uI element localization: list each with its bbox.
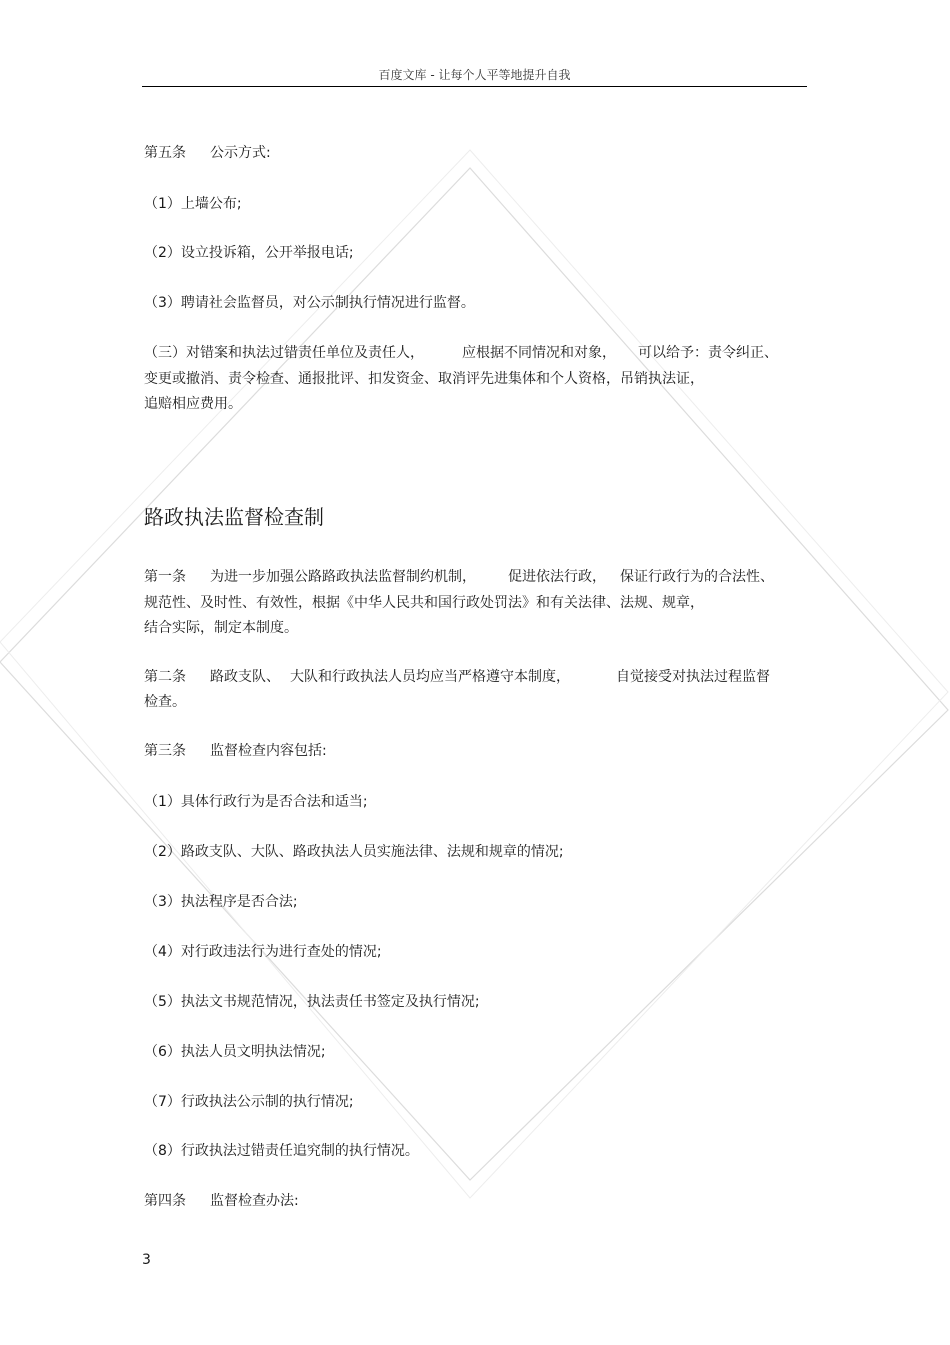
list-item: （3）执法程序是否合法; — [144, 894, 298, 910]
article-2-line-2: 检查。 — [144, 694, 186, 710]
article-1-label: 第一条 — [144, 569, 186, 585]
article-4-text: 监督检查办法: — [210, 1193, 299, 1209]
list-item: （1）上墙公布; — [144, 196, 242, 212]
article-3-label: 第三条 — [144, 743, 186, 759]
text-span: 促进依法行政， — [508, 569, 606, 585]
page-header: 百度文库 - 让每个人平等地提升自我 — [378, 68, 571, 82]
list-item: （3）聘请社会监督员，对公示制执行情况进行监督。 — [144, 295, 475, 311]
text-span: 自觉接受对执法过程监督 — [616, 669, 770, 685]
header-divider — [142, 86, 807, 87]
list-item: （4）对行政违法行为进行查处的情况; — [144, 944, 382, 960]
paragraph-3-line-2: 变更或撤消、责令检查、通报批评、扣发资金、取消评先进集体和个人资格，吊销执法证， — [144, 371, 704, 387]
list-item: （8）行政执法过错责任追究制的执行情况。 — [144, 1143, 419, 1159]
article-4-line — [144, 1188, 299, 1214]
article-3-text: 监督检查内容包括: — [210, 743, 327, 759]
paragraph-3-line-3: 追赔相应费用。 — [144, 396, 242, 412]
article-5-line — [144, 140, 271, 166]
article-4-label: 第四条 — [144, 1193, 186, 1209]
article-5-label: 第五条 — [144, 145, 186, 161]
text-span: 应根据不同情况和对象， — [462, 345, 616, 361]
text-span: 路政支队、 — [210, 669, 280, 685]
list-item: （5）执法文书规范情况，执法责任书签定及执行情况; — [144, 994, 480, 1010]
article-2-label: 第二条 — [144, 669, 186, 685]
article-1-line-3: 结合实际，制定本制度。 — [144, 620, 298, 636]
article-1-line-1 — [144, 564, 774, 590]
list-item: （6）执法人员文明执法情况; — [144, 1044, 326, 1060]
list-item: （1）具体行政行为是否合法和适当; — [144, 794, 368, 810]
article-3-line — [144, 738, 327, 764]
page-number: 3 — [142, 1252, 151, 1268]
list-item: （7）行政执法公示制的执行情况; — [144, 1094, 354, 1110]
text-span: （三）对错案和执法过错责任单位及责任人， — [144, 345, 424, 361]
article-1-line-2: 规范性、及时性、有效性，根据《中华人民共和国行政处罚法》和有关法律、法规、规章， — [144, 595, 704, 611]
section-title: 路政执法监督检查制 — [144, 505, 324, 529]
text-span: 保证行政行为的合法性、 — [620, 569, 774, 585]
text-span: 为进一步加强公路路政执法监督制约机制， — [210, 569, 476, 585]
article-2-line-1 — [144, 664, 770, 690]
list-item: （2）设立投诉箱，公开举报电话; — [144, 245, 354, 261]
text-span: 可以给予：责令纠正、 — [638, 345, 778, 361]
text-span: 大队和行政执法人员均应当严格遵守本制度， — [290, 669, 570, 685]
article-5-text: 公示方式: — [210, 145, 271, 161]
paragraph-3-line-1 — [144, 340, 778, 366]
list-item: （2）路政支队、大队、路政执法人员实施法律、法规和规章的情况; — [144, 844, 564, 860]
